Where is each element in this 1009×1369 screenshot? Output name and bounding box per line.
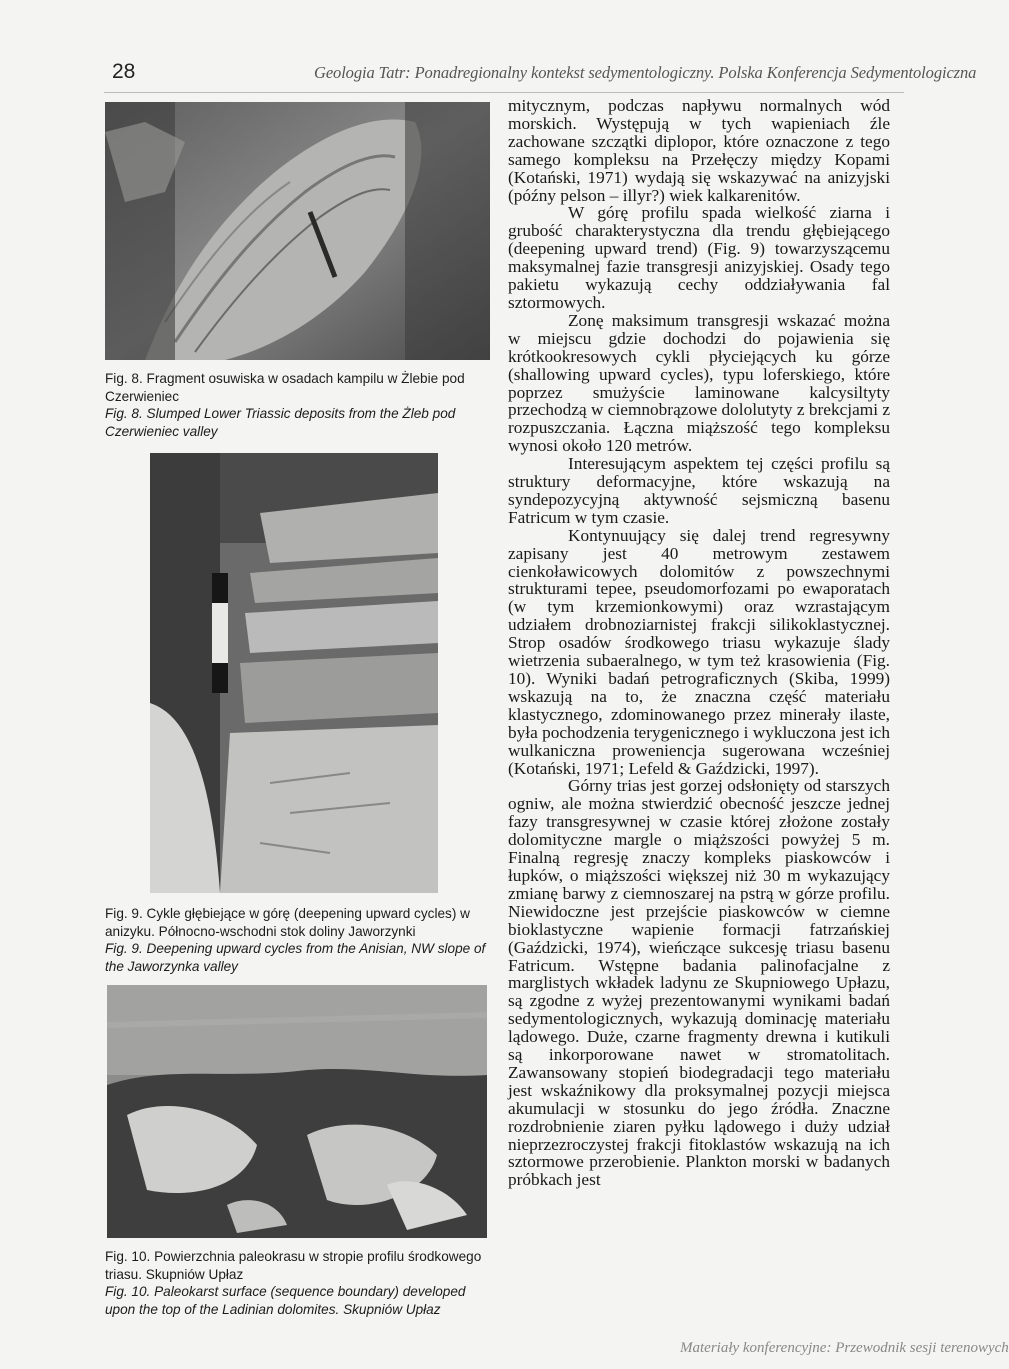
figure-10-caption-pl: Fig. 10. Powierzchnia paleokrasu w stropie profilu środkowego triasu. Skupniów Upłaz — [105, 1249, 482, 1282]
figure-9-caption-en: Fig. 9. Deepening upward cycles from the Anisian, NW slope of the Jaworzynka valley — [105, 941, 486, 974]
figure-8-caption — [105, 370, 490, 440]
figure-10-photo — [107, 985, 487, 1238]
body-paragraph: Górny trias jest gorzej odsłonięty od starszych ogniw, ale można stwierdzić obecność jeszcze jednej fazy transgresywnej w czasie której złożone zostały dolomityczne margle o miąższości powyżej 5 m. Finalną regresję znaczy kompleks piaskowców i łupków, o miąższości większej niż 30 m wykazujący zmianę barwy z ciemnoszarej na pstrą w górze profilu. Niewidoczne jest przejście piaskowców w ciemne bioklastyczne wapienie formacji fatrzańskiej (Gaździcki, 1974), wieńczące sukcesję triasu basenu Fatricum. Wstępne badania palinofacjalne z marglistych wkładek ladynu ze Skupniowego Upłazu, są zgodne z wyżej prezentowanymi wynikami badań sedymentologicznych, wykazują dominację materiału lądowego. Duże, czarne fragmenty drewna i kutikuli są inkorporowane nawet w stromatolitach. Zawansowany stopień biodegradacji tego materiału jest wskaźnikowy dla proksymalnej pozycji miejsca akumulacji w stosunku do jego źródła. Znaczne rozdrobnienie ziaren pyłku lądowego i duży udział nieprzezroczystej frakcji fitoklastów wskazują na ich sztormowe przerobienie. Plankton morski w badanych próbkach jest — [508, 776, 890, 1190]
body-paragraph: Interesującym aspektem tej części profilu są struktury deformacyjne, które wskazują na syndepozycyjną aktywność sejsmiczną basenu Fatricum w tym czasie. — [508, 454, 890, 527]
body-paragraph: mitycznym, podczas napływu normalnych wód morskich. Występują w tych wapieniach źle zachowane szczątki diplopor, które oznaczone z tego samego kompleksu na Przełęczy między Kopami (Kotański, 1971) wydają się wskazywać na anizyjski (późny pelson – illyr?) wiek kalkarenitów. — [508, 96, 890, 205]
figure-9-caption-pl: Fig. 9. Cykle głębiejące w górę (deepening upward cycles) w anizyku. Północno-wschodni stok doliny Jaworzynki — [105, 906, 470, 939]
footer-text: Materiały konferencyjne: Przewodnik sesji terenowych — [680, 1340, 1009, 1356]
running-head: Geologia Tatr: Ponadregionalny kontekst sedymentologiczny. Polska Konferencja Sedymentologiczna — [314, 63, 977, 82]
body-text-column — [508, 97, 890, 1189]
figure-9-photo — [150, 453, 438, 893]
body-paragraph: W górę profilu spada wielkość ziarna i grubość charakterystyczna dla trendu głębiejącego (deepening upward trend) (Fig. 9) towarzyszącemu maksymalnej fazie transgresji anizyjskiej. Osady tego pakietu wykazują cechy oddziaływania fal sztormowych. — [508, 203, 890, 312]
figure-10-caption-en: Fig. 10. Paleokarst surface (sequence boundary) developed upon the top of the Ladinian dolomites. Skupniów Upłaz — [105, 1284, 466, 1317]
figure-8-photo — [105, 102, 490, 360]
figure-8-caption-pl: Fig. 8. Fragment osuwiska w osadach kampilu w Żlebie pod Czerwieniec — [105, 371, 465, 404]
body-paragraph: Kontynuujący się dalej trend regresywny zapisany jest 40 metrowym zestawem cienkoławicowych dolomitów z powszechnymi strukturami tepee, pseudomorfozami po ewaporatach (w tym krzemionkowymi) oraz wzrastającym udziałem drobnoziarnistej frakcji silikoklastycznej. Strop osadów środkowego triasu wykazuje ślady wietrzenia subaeralnego, w tym też krasowienia (Fig. 10). Wyniki badań petrograficznych (Skiba, 1999) wskazują na to, że znaczna część materiału klastycznego, zdominowanego przez minerały ilaste, była pochodzenia terygenicznego i wykluczona jest ich wulkaniczna proweniencja sugerowana wcześniej (Kotański, 1971; Lefeld & Gaździcki, 1997). — [508, 525, 890, 778]
header-rule — [104, 92, 904, 93]
body-paragraph: Zonę maksimum transgresji wskazać można w miejscu gdzie dochodzi do pojawienia się krótkookresowych cykli płyciejących ku górze (shallowing upward cycles), typu loferskiego, które poprzez smużyście laminowane kalcysiltyty przechodzą w ciemnobrązowe dololutyty z brekcjami z rozpuszczania. Łączna miąższość tego kompleksu wynosi około 120 metrów. — [508, 310, 890, 456]
figure-10-caption — [105, 1248, 490, 1318]
page-number: 28 — [112, 60, 136, 83]
figure-9-caption — [105, 905, 490, 975]
figure-8-caption-en: Fig. 8. Slumped Lower Triassic deposits from the Żleb pod Czerwieniec valley — [105, 406, 456, 439]
